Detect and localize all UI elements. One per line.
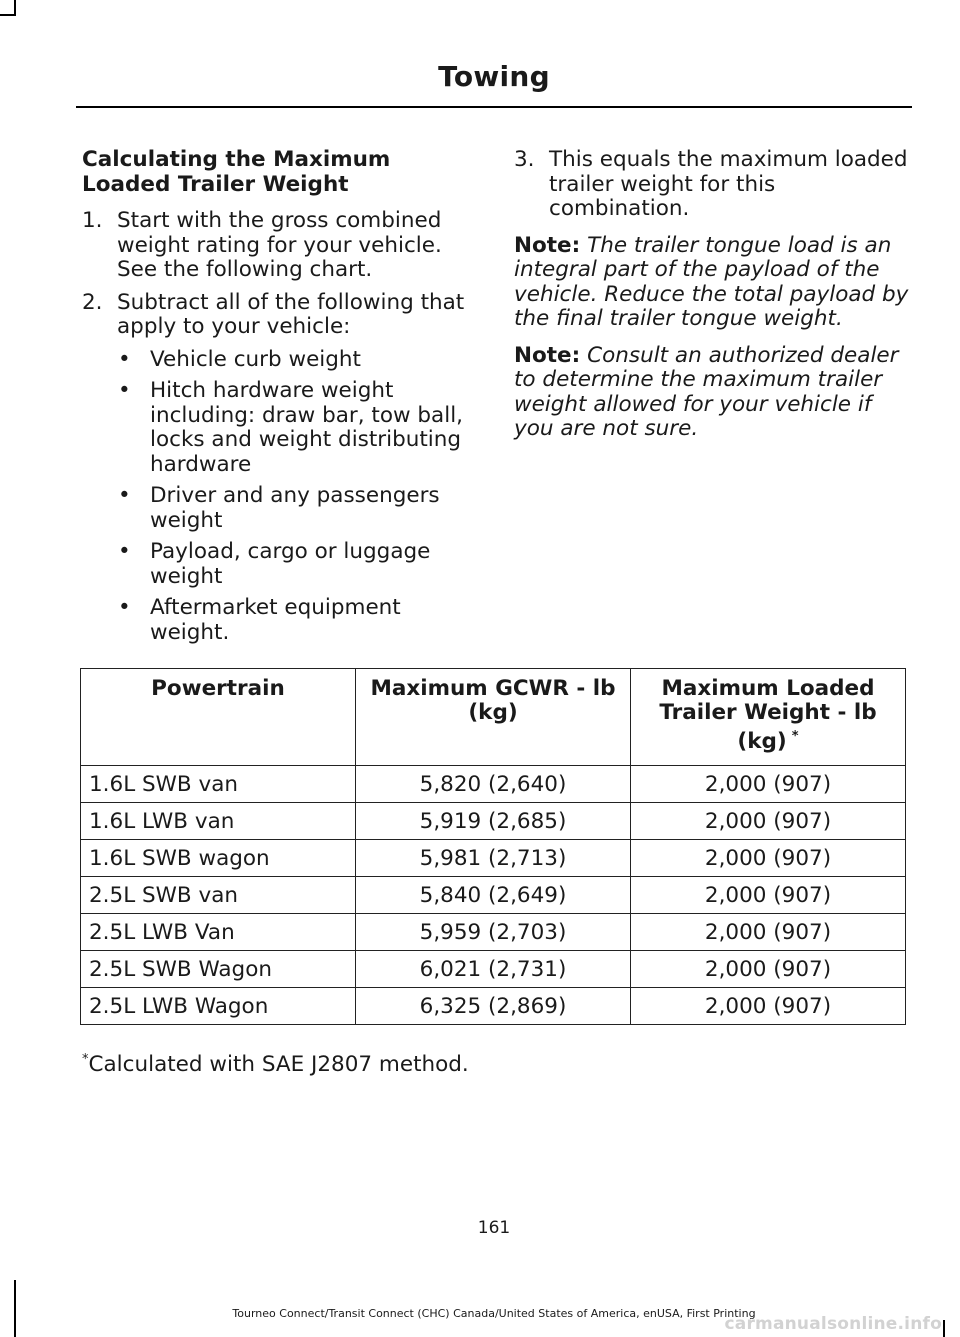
bullet-icon: •	[118, 595, 131, 620]
header-text: Maximum Loaded Trailer Weight - lb (kg)	[659, 676, 877, 755]
page-header-title: Towing	[438, 60, 550, 93]
table-row	[81, 988, 906, 1025]
cell-powertrain: 2.5L LWB Wagon	[81, 988, 356, 1025]
cell-trailer-weight: 2,000 (907)	[631, 803, 906, 840]
step-text: Start with the gross combined weight rating for your vehicle. See the following chart.	[117, 208, 442, 282]
cell-powertrain: 2.5L SWB Wagon	[81, 951, 356, 988]
table-header-row	[81, 669, 906, 766]
bullet-text: Driver and any passengers weight	[150, 483, 440, 533]
cell-powertrain: 1.6L SWB wagon	[81, 840, 356, 877]
bullet-icon: •	[118, 378, 131, 403]
header-text: Powertrain	[151, 676, 285, 701]
step-text: Subtract all of the following that apply to your vehicle:	[117, 289, 465, 339]
table-row	[81, 914, 906, 951]
step-1	[82, 209, 482, 283]
cell-trailer-weight: 2,000 (907)	[631, 914, 906, 951]
bullet-text: Vehicle curb weight	[150, 346, 361, 372]
note-label: Note:	[514, 342, 581, 368]
header-text: Maximum GCWR - lb (kg)	[370, 676, 616, 725]
cell-gcwr: 5,919 (2,685)	[356, 803, 631, 840]
page-number: 161	[477, 1218, 511, 1238]
footnote-marker: *	[791, 729, 799, 744]
bullet-text: Hitch hardware weight including: draw bar, tow ball, locks and weight distributing hardware	[150, 378, 464, 477]
note	[514, 344, 914, 442]
list-item	[117, 484, 482, 533]
towing-weight-table	[80, 668, 906, 1025]
cell-gcwr: 5,840 (2,649)	[356, 877, 631, 914]
list-item	[117, 348, 482, 373]
step-3	[514, 148, 914, 222]
bullet-icon: •	[118, 483, 131, 508]
cell-powertrain: 1.6L SWB van	[81, 766, 356, 803]
footnote-text: Calculated with SAE J2807 method.	[88, 1052, 469, 1078]
cell-trailer-weight: 2,000 (907)	[631, 840, 906, 877]
note-text: The trailer tongue load is an integral part of the payload of the vehicle. Reduce the total payload by the final trailer tongue weight.	[514, 232, 909, 331]
cell-trailer-weight: 2,000 (907)	[631, 877, 906, 914]
cell-powertrain: 2.5L SWB van	[81, 877, 356, 914]
column-header-gcwr	[356, 669, 631, 766]
bullet-text: Payload, cargo or luggage weight	[150, 539, 431, 589]
note	[514, 234, 914, 332]
list-item	[117, 540, 482, 589]
bullet-text: Aftermarket equipment weight.	[150, 595, 401, 645]
table-row	[81, 803, 906, 840]
step-number: 2.	[82, 289, 103, 315]
section-heading: Calculating the Maximum Loaded Trailer Weight	[82, 147, 391, 197]
cell-trailer-weight: 2,000 (907)	[631, 988, 906, 1025]
cell-trailer-weight: 2,000 (907)	[631, 766, 906, 803]
watermark: carmanualsonline.info	[724, 1314, 942, 1334]
step-text: This equals the maximum loaded trailer weight for this combination.	[549, 147, 908, 221]
table-row	[81, 877, 906, 914]
footer-text: Tourneo Connect/Transit Connect (CHC) Canada/United States of America, enUSA, First Printing	[232, 1307, 756, 1320]
column-header-trailer-weight	[631, 669, 906, 766]
cell-gcwr: 5,959 (2,703)	[356, 914, 631, 951]
footnote-marker: *	[82, 1052, 89, 1067]
cell-gcwr: 5,820 (2,640)	[356, 766, 631, 803]
table-row	[81, 766, 906, 803]
header-divider	[76, 106, 912, 108]
cell-gcwr: 6,021 (2,731)	[356, 951, 631, 988]
column-header-powertrain	[81, 669, 356, 766]
crop-mark	[943, 1320, 945, 1337]
step-number: 3.	[514, 147, 535, 172]
list-item	[117, 379, 482, 477]
bullet-list	[117, 348, 482, 646]
cell-powertrain: 2.5L LWB Van	[81, 914, 356, 951]
left-column	[82, 148, 482, 653]
bullet-icon: •	[118, 539, 131, 564]
step-number: 1.	[82, 208, 103, 233]
crop-mark	[0, 14, 16, 16]
step-2	[82, 291, 482, 646]
bullet-icon: •	[118, 346, 131, 372]
cell-trailer-weight: 2,000 (907)	[631, 951, 906, 988]
cell-gcwr: 5,981 (2,713)	[356, 840, 631, 877]
note-label: Note:	[514, 232, 581, 258]
note-text: Consult an authorized dealer to determine the maximum trailer weight allowed for your vehicle if you are not sure.	[514, 342, 899, 441]
table-row	[81, 951, 906, 988]
right-column	[514, 148, 914, 454]
table-footnote	[82, 1052, 469, 1077]
list-item	[117, 596, 482, 645]
cell-gcwr: 6,325 (2,869)	[356, 988, 631, 1025]
cell-powertrain: 1.6L LWB van	[81, 803, 356, 840]
table-row	[81, 840, 906, 877]
